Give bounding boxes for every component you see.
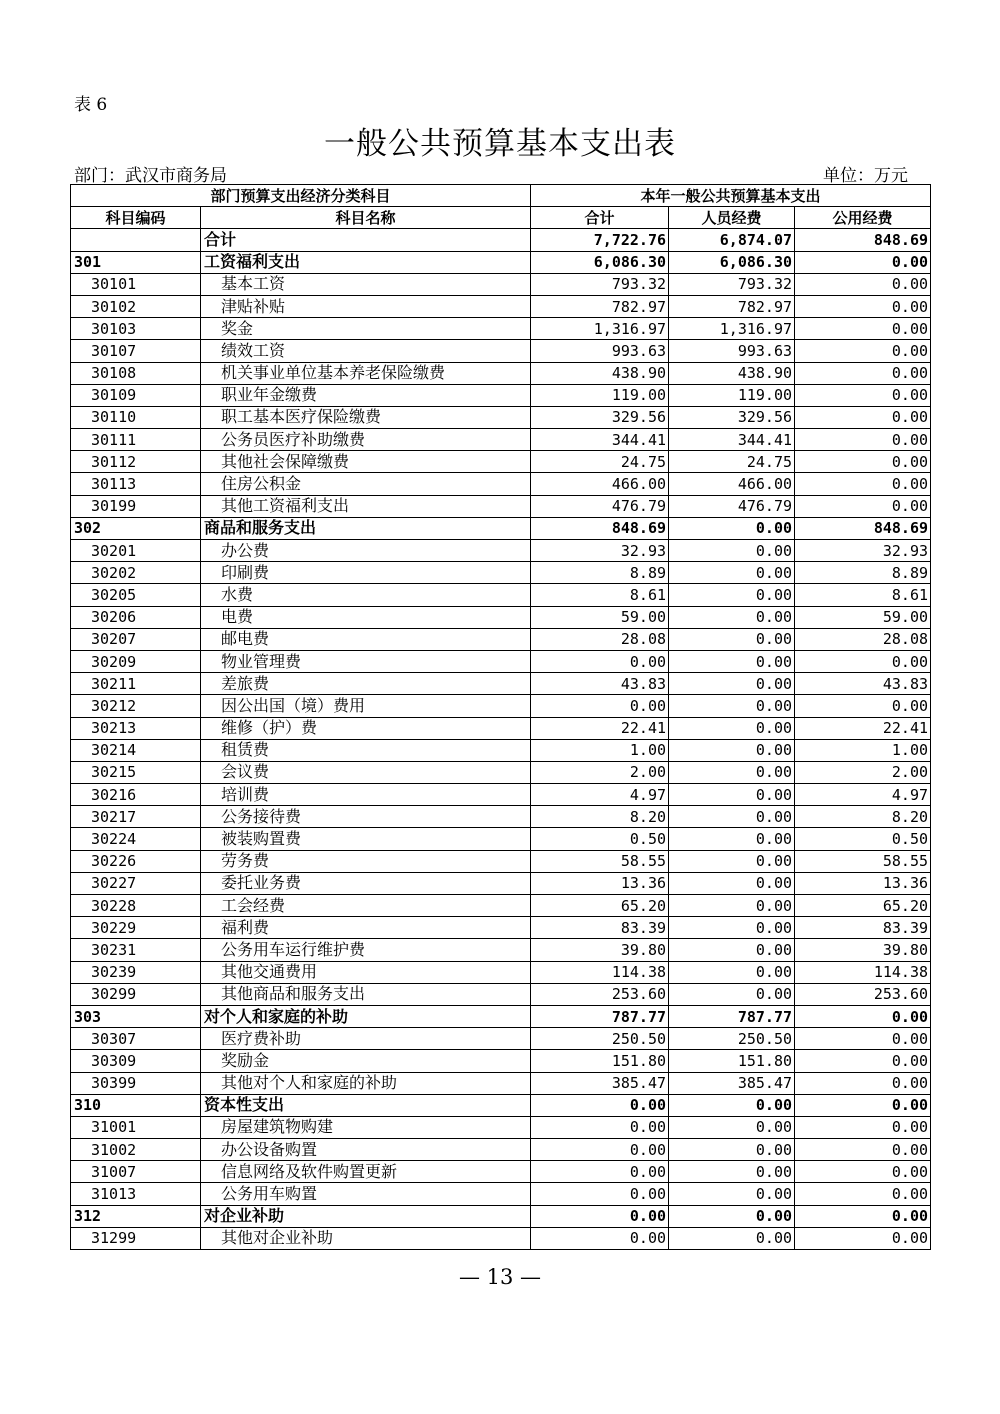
cell-personnel: 0.00 [669, 606, 795, 628]
cell-personnel: 24.75 [669, 451, 795, 473]
cell-total: 65.20 [531, 895, 669, 917]
cell-code: 301 [71, 251, 201, 273]
cell-code: 31001 [71, 1116, 201, 1138]
cell-personnel: 782.97 [669, 295, 795, 317]
cell-personnel: 0.00 [669, 917, 795, 939]
table-row [71, 362, 931, 384]
cell-personnel: 0.00 [669, 628, 795, 650]
cell-public: 8.89 [795, 562, 931, 584]
cell-name: 公务接待费 [201, 806, 531, 828]
cell-name: 租赁费 [201, 739, 531, 761]
cell-total: 28.08 [531, 628, 669, 650]
cell-public: 0.00 [795, 295, 931, 317]
cell-code: 30102 [71, 295, 201, 317]
cell-personnel: 6,086.30 [669, 251, 795, 273]
cell-code: 30103 [71, 318, 201, 340]
cell-code: 30108 [71, 362, 201, 384]
cell-code: 31013 [71, 1183, 201, 1205]
table-row [71, 473, 931, 495]
cell-public: 0.00 [795, 406, 931, 428]
cell-public: 0.00 [795, 251, 931, 273]
cell-personnel: 0.00 [669, 717, 795, 739]
table-row [71, 784, 931, 806]
cell-public: 39.80 [795, 939, 931, 961]
cell-total: 0.00 [531, 1227, 669, 1249]
cell-total: 385.47 [531, 1072, 669, 1094]
cell-name: 房屋建筑物购建 [201, 1116, 531, 1138]
table-row [71, 1183, 931, 1205]
cell-code: 30299 [71, 983, 201, 1005]
cell-personnel: 0.00 [669, 650, 795, 672]
cell-total: 4.97 [531, 784, 669, 806]
cell-total: 0.00 [531, 650, 669, 672]
cell-code: 30206 [71, 606, 201, 628]
cell-total: 0.00 [531, 1116, 669, 1138]
table-row [71, 806, 931, 828]
cell-public: 253.60 [795, 983, 931, 1005]
cell-code: 31299 [71, 1227, 201, 1249]
cell-public: 0.00 [795, 429, 931, 451]
cell-personnel: 0.00 [669, 540, 795, 562]
cell-public: 0.50 [795, 828, 931, 850]
cell-total: 0.00 [531, 1139, 669, 1161]
table-row [71, 1072, 931, 1094]
cell-total: 58.55 [531, 850, 669, 872]
cell-total: 793.32 [531, 273, 669, 295]
cell-name: 住房公积金 [201, 473, 531, 495]
cell-name: 培训费 [201, 784, 531, 806]
cell-public: 0.00 [795, 495, 931, 517]
header-code: 科目编码 [71, 207, 201, 229]
cell-name: 电费 [201, 606, 531, 628]
cell-name: 其他对个人和家庭的补助 [201, 1072, 531, 1094]
cell-public: 0.00 [795, 318, 931, 340]
cell-total: 2.00 [531, 761, 669, 783]
table-row [71, 584, 931, 606]
cell-personnel: 0.00 [669, 517, 795, 539]
cell-name: 商品和服务支出 [201, 517, 531, 539]
cell-total: 32.93 [531, 540, 669, 562]
cell-public: 43.83 [795, 673, 931, 695]
unit-label: 单位：万元 [823, 166, 908, 186]
cell-name: 基本工资 [201, 273, 531, 295]
cell-code: 30112 [71, 451, 201, 473]
cell-total: 0.00 [531, 1094, 669, 1116]
table-row [71, 1227, 931, 1249]
cell-name: 奖金 [201, 318, 531, 340]
cell-personnel: 476.79 [669, 495, 795, 517]
cell-public: 4.97 [795, 784, 931, 806]
cell-public: 0.00 [795, 1205, 931, 1227]
cell-code: 30215 [71, 761, 201, 783]
cell-public: 65.20 [795, 895, 931, 917]
cell-total: 7,722.76 [531, 229, 669, 251]
cell-personnel: 0.00 [669, 1227, 795, 1249]
cell-personnel: 793.32 [669, 273, 795, 295]
cell-public: 0.00 [795, 1050, 931, 1072]
cell-code: 30307 [71, 1028, 201, 1050]
cell-code: 30199 [71, 495, 201, 517]
cell-personnel: 0.00 [669, 562, 795, 584]
cell-total: 8.61 [531, 584, 669, 606]
budget-table [70, 184, 931, 1250]
cell-code: 30309 [71, 1050, 201, 1072]
cell-code: 30229 [71, 917, 201, 939]
header-public: 公用经费 [795, 207, 931, 229]
cell-total: 329.56 [531, 406, 669, 428]
cell-public: 13.36 [795, 872, 931, 894]
cell-code: 30110 [71, 406, 201, 428]
cell-name: 劳务费 [201, 850, 531, 872]
header-name: 科目名称 [201, 207, 531, 229]
cell-total: 43.83 [531, 673, 669, 695]
cell-personnel: 0.00 [669, 739, 795, 761]
table-row [71, 695, 931, 717]
table-row [71, 295, 931, 317]
cell-name: 公务用车购置 [201, 1183, 531, 1205]
cell-name: 会议费 [201, 761, 531, 783]
cell-code: 30224 [71, 828, 201, 850]
cell-total: 476.79 [531, 495, 669, 517]
cell-personnel: 344.41 [669, 429, 795, 451]
cell-public: 59.00 [795, 606, 931, 628]
cell-total: 250.50 [531, 1028, 669, 1050]
cell-public: 848.69 [795, 517, 931, 539]
cell-total: 39.80 [531, 939, 669, 961]
cell-total: 848.69 [531, 517, 669, 539]
cell-public: 0.00 [795, 650, 931, 672]
cell-total: 151.80 [531, 1050, 669, 1072]
cell-name: 合计 [201, 229, 531, 251]
table-row [71, 828, 931, 850]
cell-code: 30239 [71, 961, 201, 983]
table-row [71, 739, 931, 761]
cell-personnel: 151.80 [669, 1050, 795, 1072]
cell-code: 30101 [71, 273, 201, 295]
cell-public: 0.00 [795, 362, 931, 384]
cell-name: 物业管理费 [201, 650, 531, 672]
cell-name: 绩效工资 [201, 340, 531, 362]
cell-public: 0.00 [795, 1005, 931, 1027]
cell-code: 30227 [71, 872, 201, 894]
cell-personnel: 0.00 [669, 872, 795, 894]
cell-personnel: 0.00 [669, 584, 795, 606]
cell-code: 30214 [71, 739, 201, 761]
table-row [71, 1161, 931, 1183]
table-row [71, 340, 931, 362]
cell-total: 0.00 [531, 1205, 669, 1227]
cell-public: 0.00 [795, 340, 931, 362]
cell-code: 30207 [71, 628, 201, 650]
cell-code: 312 [71, 1205, 201, 1227]
cell-code: 31007 [71, 1161, 201, 1183]
cell-code [71, 229, 201, 251]
cell-personnel: 787.77 [669, 1005, 795, 1027]
table-row [71, 1028, 931, 1050]
table-row [71, 273, 931, 295]
cell-public: 22.41 [795, 717, 931, 739]
cell-code: 30228 [71, 895, 201, 917]
cell-public: 0.00 [795, 473, 931, 495]
header-total: 合计 [531, 207, 669, 229]
cell-personnel: 119.00 [669, 384, 795, 406]
table-row [71, 895, 931, 917]
cell-total: 8.20 [531, 806, 669, 828]
cell-total: 0.50 [531, 828, 669, 850]
cell-public: 848.69 [795, 229, 931, 251]
header-personnel: 人员经费 [669, 207, 795, 229]
cell-public: 0.00 [795, 1139, 931, 1161]
cell-personnel: 329.56 [669, 406, 795, 428]
cell-personnel: 385.47 [669, 1072, 795, 1094]
cell-name: 其他商品和服务支出 [201, 983, 531, 1005]
cell-personnel: 0.00 [669, 761, 795, 783]
cell-public: 0.00 [795, 1094, 931, 1116]
cell-total: 59.00 [531, 606, 669, 628]
cell-public: 83.39 [795, 917, 931, 939]
cell-name: 被装购置费 [201, 828, 531, 850]
cell-name: 委托业务费 [201, 872, 531, 894]
cell-name: 资本性支出 [201, 1094, 531, 1116]
cell-public: 114.38 [795, 961, 931, 983]
table-row [71, 717, 931, 739]
cell-name: 邮电费 [201, 628, 531, 650]
cell-public: 0.00 [795, 1116, 931, 1138]
table-row [71, 451, 931, 473]
cell-code: 30202 [71, 562, 201, 584]
cell-code: 30216 [71, 784, 201, 806]
cell-name: 水费 [201, 584, 531, 606]
cell-public: 0.00 [795, 451, 931, 473]
table-row [71, 1205, 931, 1227]
cell-personnel: 0.00 [669, 1183, 795, 1205]
cell-public: 28.08 [795, 628, 931, 650]
header-group-left: 部门预算支出经济分类科目 [71, 185, 531, 207]
cell-public: 8.20 [795, 806, 931, 828]
table-row [71, 318, 931, 340]
page-title: 一般公共预算基本支出表 [324, 126, 676, 162]
table-row [71, 1050, 931, 1072]
table-row [71, 1005, 931, 1027]
cell-public: 32.93 [795, 540, 931, 562]
cell-code: 30226 [71, 850, 201, 872]
cell-personnel: 0.00 [669, 673, 795, 695]
cell-public: 2.00 [795, 761, 931, 783]
cell-name: 差旅费 [201, 673, 531, 695]
cell-code: 30109 [71, 384, 201, 406]
cell-personnel: 0.00 [669, 850, 795, 872]
cell-total: 13.36 [531, 872, 669, 894]
cell-total: 438.90 [531, 362, 669, 384]
cell-public: 0.00 [795, 695, 931, 717]
cell-total: 119.00 [531, 384, 669, 406]
cell-name: 津贴补贴 [201, 295, 531, 317]
cell-personnel: 0.00 [669, 1094, 795, 1116]
cell-public: 0.00 [795, 1072, 931, 1094]
cell-total: 24.75 [531, 451, 669, 473]
cell-code: 30111 [71, 429, 201, 451]
cell-total: 6,086.30 [531, 251, 669, 273]
cell-name: 其他工资福利支出 [201, 495, 531, 517]
cell-personnel: 6,874.07 [669, 229, 795, 251]
table-row [71, 761, 931, 783]
cell-name: 奖励金 [201, 1050, 531, 1072]
cell-public: 0.00 [795, 1227, 931, 1249]
cell-name: 办公费 [201, 540, 531, 562]
cell-code: 30231 [71, 939, 201, 961]
table-row [71, 562, 931, 584]
cell-personnel: 250.50 [669, 1028, 795, 1050]
cell-name: 工会经费 [201, 895, 531, 917]
cell-code: 30213 [71, 717, 201, 739]
cell-name: 对企业补助 [201, 1205, 531, 1227]
cell-code: 303 [71, 1005, 201, 1027]
cell-code: 310 [71, 1094, 201, 1116]
cell-public: 0.00 [795, 1028, 931, 1050]
cell-name: 职工基本医疗保险缴费 [201, 406, 531, 428]
table-row [71, 495, 931, 517]
cell-personnel: 438.90 [669, 362, 795, 384]
cell-public: 1.00 [795, 739, 931, 761]
table-row [71, 606, 931, 628]
cell-total: 993.63 [531, 340, 669, 362]
cell-code: 30209 [71, 650, 201, 672]
header-group-right: 本年一般公共预算基本支出 [531, 185, 931, 207]
cell-public: 0.00 [795, 384, 931, 406]
cell-name: 因公出国（境）费用 [201, 695, 531, 717]
cell-name: 对个人和家庭的补助 [201, 1005, 531, 1027]
cell-public: 58.55 [795, 850, 931, 872]
cell-total: 344.41 [531, 429, 669, 451]
cell-code: 30212 [71, 695, 201, 717]
cell-total: 114.38 [531, 961, 669, 983]
table-row [71, 517, 931, 539]
cell-total: 0.00 [531, 1161, 669, 1183]
cell-name: 其他交通费用 [201, 961, 531, 983]
cell-code: 302 [71, 517, 201, 539]
table-row [71, 939, 931, 961]
cell-total: 22.41 [531, 717, 669, 739]
cell-personnel: 0.00 [669, 1139, 795, 1161]
cell-total: 83.39 [531, 917, 669, 939]
table-row [71, 961, 931, 983]
table-row [71, 850, 931, 872]
cell-personnel: 0.00 [669, 828, 795, 850]
cell-personnel: 466.00 [669, 473, 795, 495]
cell-total: 253.60 [531, 983, 669, 1005]
cell-name: 维修（护）费 [201, 717, 531, 739]
cell-name: 福利费 [201, 917, 531, 939]
cell-total: 1,316.97 [531, 318, 669, 340]
table-row [71, 628, 931, 650]
table-row [71, 673, 931, 695]
cell-code: 30107 [71, 340, 201, 362]
cell-personnel: 0.00 [669, 1161, 795, 1183]
table-row [71, 540, 931, 562]
cell-public: 0.00 [795, 1183, 931, 1205]
table-row [71, 872, 931, 894]
table-number: 表 6 [74, 95, 108, 115]
cell-personnel: 0.00 [669, 1205, 795, 1227]
table-row [71, 1116, 931, 1138]
cell-personnel: 0.00 [669, 895, 795, 917]
cell-code: 31002 [71, 1139, 201, 1161]
cell-name: 印刷费 [201, 562, 531, 584]
cell-total: 8.89 [531, 562, 669, 584]
cell-personnel: 993.63 [669, 340, 795, 362]
cell-code: 30211 [71, 673, 201, 695]
cell-code: 30201 [71, 540, 201, 562]
cell-public: 8.61 [795, 584, 931, 606]
table-row [71, 1139, 931, 1161]
page-number: — 13 — [458, 1265, 542, 1289]
cell-code: 30113 [71, 473, 201, 495]
cell-name: 办公设备购置 [201, 1139, 531, 1161]
cell-total: 0.00 [531, 695, 669, 717]
cell-name: 其他对企业补助 [201, 1227, 531, 1249]
cell-name: 工资福利支出 [201, 251, 531, 273]
cell-total: 1.00 [531, 739, 669, 761]
cell-name: 医疗费补助 [201, 1028, 531, 1050]
cell-name: 其他社会保障缴费 [201, 451, 531, 473]
cell-public: 0.00 [795, 273, 931, 295]
table-row [71, 983, 931, 1005]
cell-personnel: 0.00 [669, 1116, 795, 1138]
cell-personnel: 0.00 [669, 961, 795, 983]
cell-personnel: 0.00 [669, 806, 795, 828]
table-row [71, 406, 931, 428]
table-row [71, 1094, 931, 1116]
cell-code: 30217 [71, 806, 201, 828]
cell-total: 466.00 [531, 473, 669, 495]
cell-total: 782.97 [531, 295, 669, 317]
cell-name: 公务用车运行维护费 [201, 939, 531, 961]
cell-public: 0.00 [795, 1161, 931, 1183]
cell-name: 职业年金缴费 [201, 384, 531, 406]
table-row [71, 650, 931, 672]
table-row [71, 429, 931, 451]
table-row [71, 384, 931, 406]
cell-total: 787.77 [531, 1005, 669, 1027]
department-label: 部门：武汉市商务局 [74, 166, 227, 186]
table-row-total [71, 229, 931, 251]
cell-personnel: 0.00 [669, 983, 795, 1005]
cell-personnel: 1,316.97 [669, 318, 795, 340]
cell-name: 机关事业单位基本养老保险缴费 [201, 362, 531, 384]
cell-personnel: 0.00 [669, 784, 795, 806]
cell-name: 信息网络及软件购置更新 [201, 1161, 531, 1183]
table-row [71, 251, 931, 273]
cell-code: 30399 [71, 1072, 201, 1094]
cell-personnel: 0.00 [669, 695, 795, 717]
cell-total: 0.00 [531, 1183, 669, 1205]
table-row [71, 917, 931, 939]
cell-name: 公务员医疗补助缴费 [201, 429, 531, 451]
cell-personnel: 0.00 [669, 939, 795, 961]
cell-code: 30205 [71, 584, 201, 606]
